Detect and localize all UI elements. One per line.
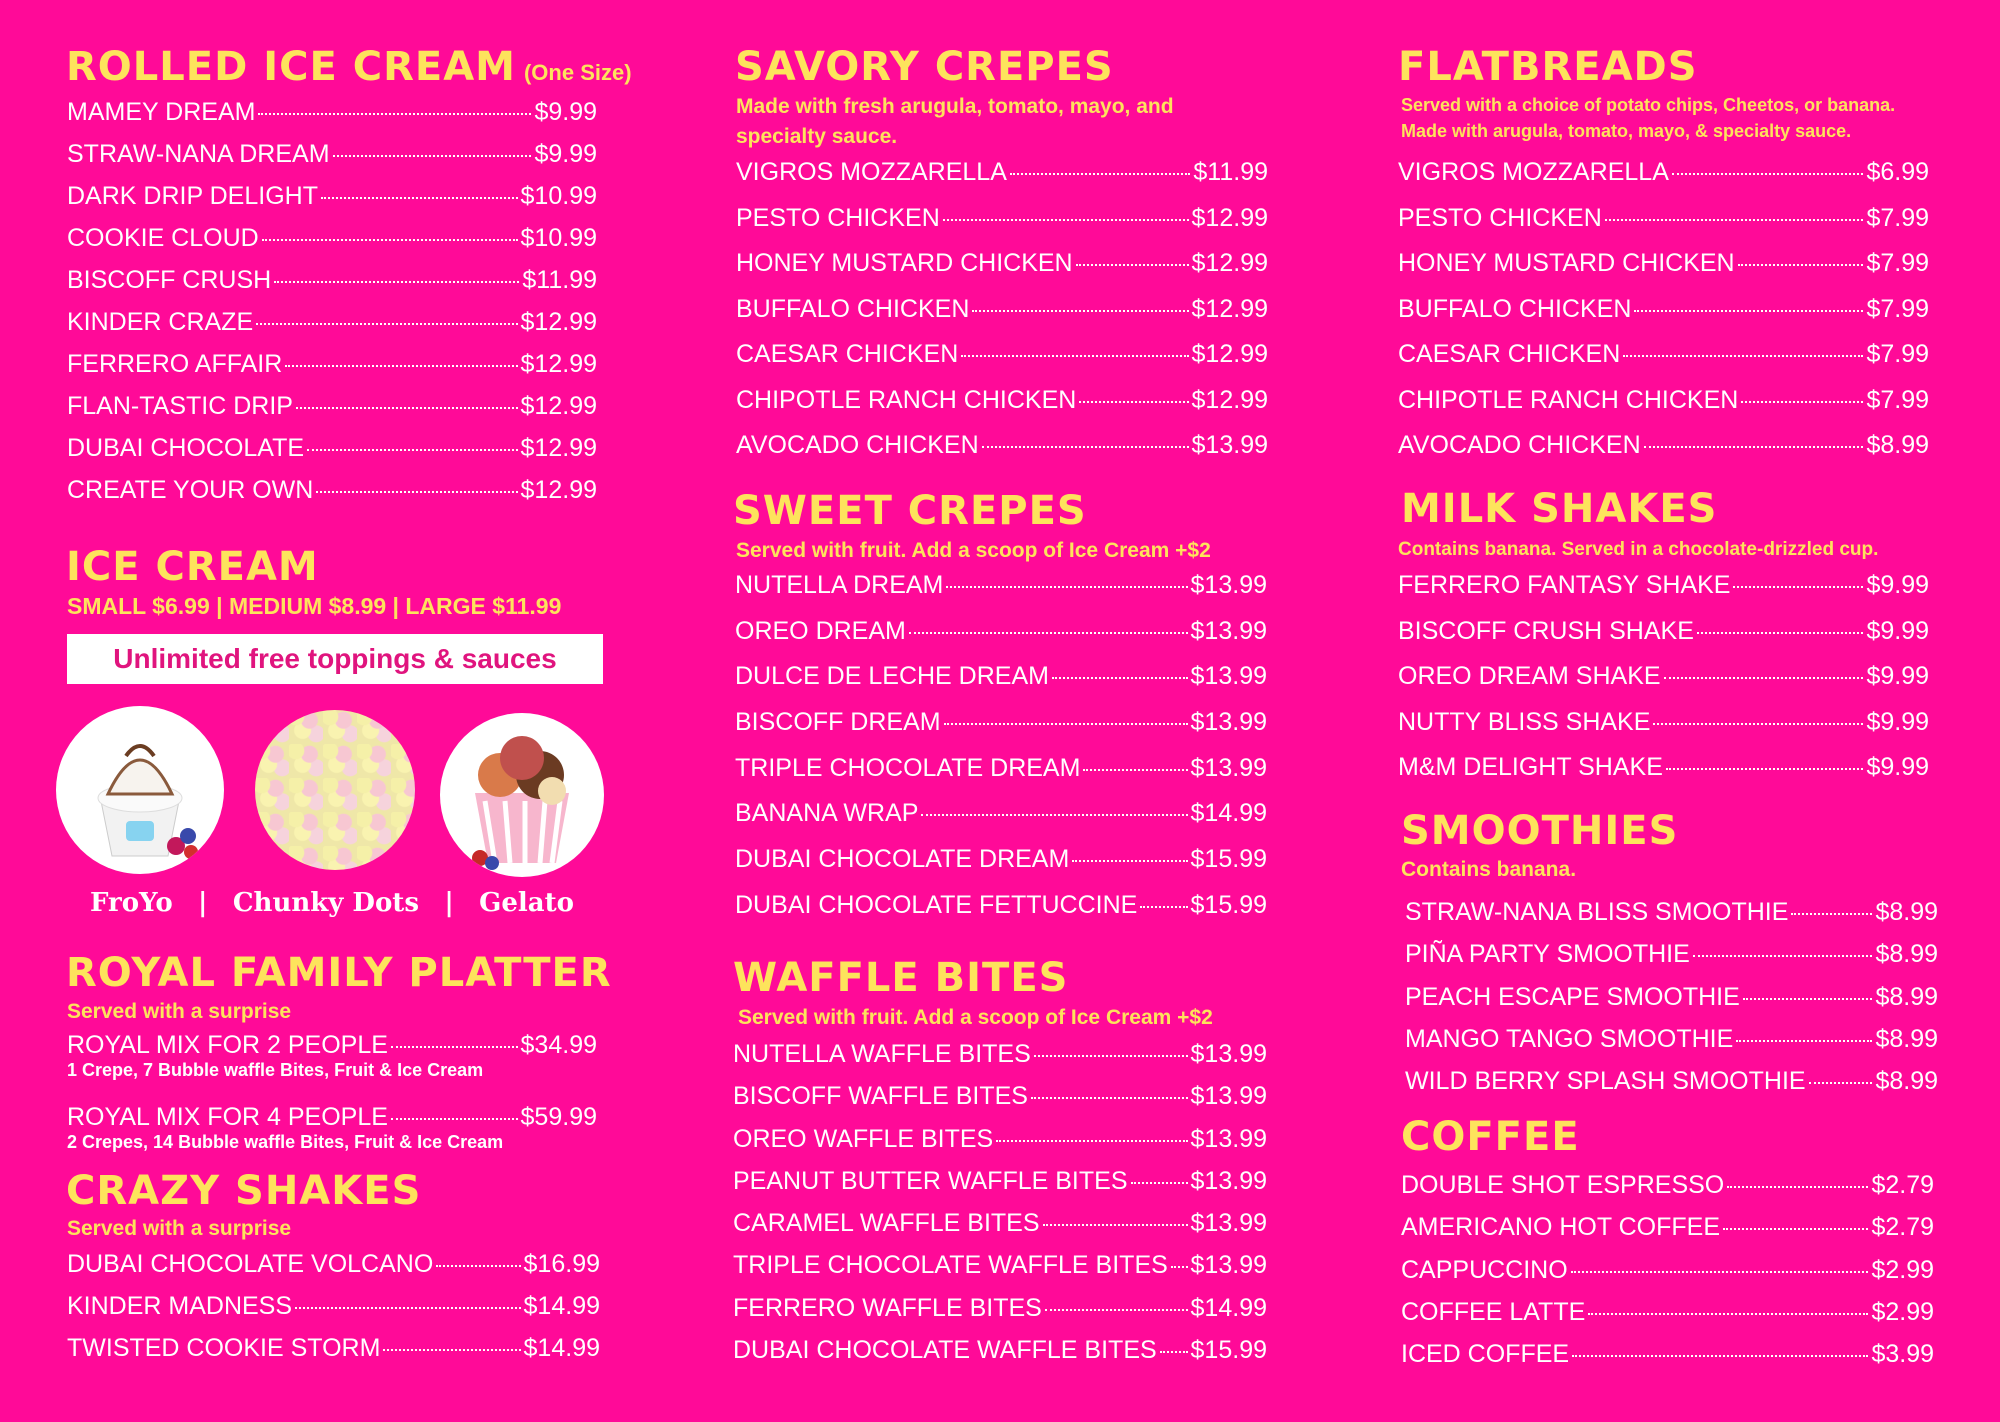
leader-dots [1672, 173, 1864, 175]
leader-dots [1034, 1055, 1188, 1057]
leader-dots [1031, 1097, 1188, 1099]
item-name: CAPPUCCINO [1401, 1255, 1568, 1284]
item-name: DUBAI CHOCOLATE WAFFLE BITES [733, 1336, 1157, 1365]
leader-dots [1693, 955, 1873, 957]
savory-crepes-list [736, 158, 1268, 477]
menu-item [736, 295, 1268, 341]
menu-item [1401, 1256, 1934, 1298]
item-price: $9.99 [1866, 662, 1929, 690]
menu-item [1401, 1298, 1934, 1340]
item-price: $8.99 [1875, 898, 1938, 926]
item-price: $13.99 [1190, 1124, 1267, 1153]
leader-dots [1131, 1182, 1188, 1184]
item-price: $10.99 [520, 182, 597, 210]
leader-dots [1045, 1309, 1188, 1311]
item-name: NUTTY BLISS SHAKE [1398, 707, 1651, 736]
item-price: $14.99 [523, 1292, 600, 1320]
item-name: TWISTED COOKIE STORM [67, 1334, 381, 1362]
coffee-list [1401, 1171, 1934, 1382]
platter-item [67, 1031, 597, 1060]
ice-cream-title: ICE CREAM [66, 544, 319, 590]
item-price: $2.79 [1871, 1171, 1934, 1199]
item-name: OREO DREAM [735, 616, 906, 645]
item-name: NUTELLA WAFFLE BITES [733, 1040, 1031, 1068]
menu-item [1398, 386, 1929, 432]
item-price: $11.99 [1193, 158, 1268, 186]
item-description: 2 Crepes, 14 Bubble waffle Bites, Fruit & Ice Cream [67, 1132, 504, 1152]
leader-dots [1010, 173, 1191, 175]
froyo-cup-image [56, 706, 224, 874]
menu-item [736, 158, 1268, 204]
leader-dots [307, 449, 517, 451]
item-price: $9.99 [1866, 707, 1929, 736]
caption-froyo: FroYo [90, 888, 173, 918]
item-name: PEACH ESCAPE SMOOTHIE [1405, 982, 1740, 1011]
item-name: AVOCADO CHICKEN [736, 431, 979, 459]
item-name: WILD BERRY SPLASH SMOOTHIE [1405, 1067, 1806, 1096]
leader-dots [1723, 1228, 1868, 1230]
menu-item [67, 140, 597, 182]
item-name: TRIPLE CHOCOLATE WAFFLE BITES [733, 1251, 1168, 1280]
caption-gelato: Gelato [479, 888, 574, 918]
ice-cream-captions [70, 888, 610, 918]
item-price: $9.99 [1866, 616, 1929, 645]
item-price: $6.99 [1866, 158, 1929, 186]
menu-item [1401, 1171, 1934, 1213]
item-price: $9.99 [534, 98, 597, 126]
rolled-ice-cream-title [66, 44, 632, 90]
menu-item [733, 1040, 1267, 1082]
leader-dots [321, 197, 518, 199]
leader-dots [1634, 310, 1863, 312]
item-price: $12.99 [520, 308, 597, 336]
item-price: $7.99 [1866, 294, 1929, 323]
item-name: BISCOFF WAFFLE BITES [733, 1082, 1028, 1111]
menu-item [1405, 983, 1938, 1025]
menu-item [735, 754, 1267, 800]
item-name: DARK DRIP DELIGHT [67, 182, 318, 210]
item-price: $2.99 [1871, 1297, 1934, 1326]
menu-item [736, 386, 1268, 432]
item-name: HONEY MUSTARD CHICKEN [736, 249, 1073, 277]
item-name: PESTO CHICKEN [736, 203, 940, 232]
leader-dots [982, 446, 1189, 448]
item-name: PEANUT BUTTER WAFFLE BITES [733, 1166, 1128, 1195]
item-name: STRAW-NANA DREAM [67, 140, 330, 168]
item-name: AMERICANO HOT COFFEE [1401, 1213, 1721, 1242]
leader-dots [1809, 1082, 1873, 1084]
item-price: $14.99 [1190, 1293, 1267, 1322]
menu-item [67, 224, 597, 266]
item-description: 1 Crepe, 7 Bubble waffle Bites, Fruit & Ice Cream [67, 1060, 484, 1080]
item-name: DUBAI CHOCOLATE FETTUCCINE [735, 890, 1138, 919]
leader-dots [1727, 1186, 1868, 1188]
leader-dots [996, 1140, 1187, 1142]
menu-item [1398, 617, 1929, 663]
leader-dots [1664, 677, 1864, 679]
item-name: COOKIE CLOUD [67, 224, 259, 252]
item-name: HONEY MUSTARD CHICKEN [1398, 249, 1735, 277]
menu-item [67, 308, 597, 350]
item-price: $12.99 [1191, 249, 1268, 277]
waffle-bites-title: WAFFLE BITES [733, 955, 1069, 1001]
item-name: TRIPLE CHOCOLATE DREAM [735, 753, 1081, 782]
leader-dots [944, 723, 1188, 725]
crazy-shakes-title: CRAZY SHAKES [66, 1168, 422, 1214]
smoothies-note: Contains banana. [1401, 858, 1577, 881]
item-name: OREO WAFFLE BITES [733, 1124, 994, 1153]
leader-dots [1666, 768, 1864, 770]
flatbreads-note-1: Served with a choice of potato chips, Cheetos, or banana. [1401, 95, 1896, 115]
item-name: CREATE YOUR OWN [67, 476, 314, 504]
menu-item [1405, 1067, 1938, 1109]
sweet-crepes-note: Served with fruit. Add a scoop of Ice Cream +$2 [736, 539, 1211, 562]
menu-item [735, 799, 1267, 845]
item-price: $14.99 [523, 1334, 600, 1362]
item-price: $13.99 [1190, 1040, 1267, 1068]
item-price: $12.99 [1191, 340, 1268, 368]
item-price: $12.99 [520, 434, 597, 462]
item-name: DUBAI CHOCOLATE [67, 434, 305, 462]
item-price: $8.99 [1875, 940, 1938, 969]
caption-chunky-dots: Chunky Dots [232, 888, 419, 918]
menu-item [736, 431, 1268, 477]
item-price: $7.99 [1866, 203, 1929, 232]
leader-dots [909, 632, 1188, 634]
menu-item [1398, 431, 1929, 477]
item-price: $9.99 [534, 140, 597, 168]
item-name: BISCOFF DREAM [735, 708, 941, 737]
item-price: $12.99 [1191, 203, 1268, 232]
leader-dots [256, 323, 517, 325]
leader-dots [383, 1349, 520, 1351]
item-name: FERRERO WAFFLE BITES [733, 1293, 1042, 1322]
gelato-cup-image [440, 713, 604, 877]
waffle-bites-note: Served with fruit. Add a scoop of Ice Cream +$2 [738, 1006, 1213, 1029]
crazy-shakes-list [67, 1250, 600, 1376]
milk-shakes-title: MILK SHAKES [1401, 486, 1718, 532]
leader-dots [1572, 1355, 1868, 1357]
menu-item [1398, 662, 1929, 708]
item-name: AVOCADO CHICKEN [1398, 431, 1641, 459]
leader-dots [1733, 586, 1863, 588]
leader-dots [316, 491, 517, 493]
item-price: $12.99 [1191, 294, 1268, 323]
leader-dots [1791, 913, 1872, 915]
ice-cream-sizes: SMALL $6.99 | MEDIUM $8.99 | LARGE $11.99 [67, 593, 562, 619]
smoothies-list [1405, 898, 1938, 1109]
item-name: CARAMEL WAFFLE BITES [733, 1209, 1040, 1238]
item-price: $11.99 [522, 266, 597, 294]
item-price: $9.99 [1866, 571, 1929, 599]
item-name: BISCOFF CRUSH [67, 266, 272, 294]
menu-item [1401, 1213, 1934, 1255]
menu-item [735, 708, 1267, 754]
item-name: COFFEE LATTE [1401, 1297, 1586, 1326]
leader-dots [333, 155, 532, 157]
menu-item [1398, 249, 1929, 295]
froyo-icon [56, 706, 224, 874]
flatbreads-list [1398, 158, 1929, 477]
platter-list [67, 1031, 597, 1153]
item-name: CHIPOTLE RANCH CHICKEN [1398, 385, 1739, 414]
item-price: $15.99 [1190, 845, 1267, 874]
item-name: PIÑA PARTY SMOOTHIE [1405, 940, 1690, 969]
menu-item [1398, 204, 1929, 250]
sweet-crepes-list [735, 571, 1267, 937]
menu-item [1405, 898, 1938, 940]
item-name: BISCOFF CRUSH SHAKE [1398, 616, 1694, 645]
milk-shakes-list [1398, 571, 1929, 799]
item-name: DUBAI CHOCOLATE VOLCANO [67, 1250, 434, 1278]
item-price: $15.99 [1190, 1336, 1267, 1365]
menu-item [67, 476, 597, 518]
item-price: $13.99 [1190, 1209, 1267, 1238]
smoothies-title: SMOOTHIES [1401, 808, 1679, 854]
item-price: $7.99 [1866, 340, 1929, 368]
item-price: $12.99 [520, 350, 597, 378]
menu-item [1398, 340, 1929, 386]
item-name: NUTELLA DREAM [735, 571, 944, 599]
leader-dots [1653, 723, 1863, 725]
item-price: $13.99 [1190, 1082, 1267, 1111]
item-price: $2.79 [1871, 1213, 1934, 1242]
item-price: $2.99 [1871, 1255, 1934, 1284]
flatbreads-title: FLATBREADS [1398, 44, 1698, 90]
item-price: $7.99 [1866, 249, 1929, 277]
leader-dots [262, 239, 518, 241]
item-price: $8.99 [1875, 1067, 1938, 1096]
leader-dots [1083, 769, 1187, 771]
menu-item [733, 1336, 1267, 1378]
royal-family-platter-title: ROYAL FAMILY PLATTER [66, 950, 612, 996]
leader-dots [1076, 264, 1189, 266]
item-price: $8.99 [1866, 431, 1929, 459]
menu-item [1405, 940, 1938, 982]
item-price: $13.99 [1190, 662, 1267, 691]
menu-item [736, 204, 1268, 250]
menu-item [1398, 708, 1929, 754]
savory-crepes-title: SAVORY CREPES [735, 44, 1114, 90]
menu-item [67, 434, 597, 476]
leader-dots [1736, 1040, 1872, 1042]
leader-dots [391, 1046, 518, 1048]
leader-dots [295, 1307, 520, 1309]
menu-item [733, 1125, 1267, 1167]
leader-dots [1743, 998, 1873, 1000]
chunky-dots-image [255, 710, 415, 870]
menu-item [1405, 1025, 1938, 1067]
leader-dots [258, 113, 531, 115]
item-name: BUFFALO CHICKEN [736, 294, 970, 323]
menu-item [733, 1082, 1267, 1124]
item-price: $3.99 [1871, 1340, 1934, 1369]
leader-dots [1140, 906, 1187, 908]
platter-note: Served with a surprise [67, 1000, 292, 1023]
menu-item [733, 1294, 1267, 1336]
item-name: ROYAL MIX FOR 4 PEOPLE [67, 1103, 388, 1131]
item-name: DUBAI CHOCOLATE DREAM [735, 845, 1070, 874]
item-name: FLAN-TASTIC DRIP [67, 392, 293, 420]
leader-dots [1644, 446, 1864, 448]
leader-dots [1160, 1351, 1188, 1353]
menu-item [67, 182, 597, 224]
item-price: $34.99 [520, 1031, 597, 1059]
leader-dots [391, 1118, 518, 1120]
menu-item [67, 98, 597, 140]
menu-item [735, 617, 1267, 663]
leader-dots [1043, 1224, 1188, 1226]
item-name: OREO DREAM SHAKE [1398, 662, 1661, 690]
leader-dots [1052, 677, 1188, 679]
item-name: M&M DELIGHT SHAKE [1398, 753, 1663, 781]
leader-dots [1623, 355, 1863, 357]
menu-item [735, 662, 1267, 708]
menu-item [733, 1209, 1267, 1251]
item-name: CHIPOTLE RANCH CHICKEN [736, 385, 1077, 414]
menu-item [67, 350, 597, 392]
menu-item [1398, 571, 1929, 617]
item-price: $59.99 [520, 1103, 597, 1131]
size-note: (One Size) [523, 60, 632, 85]
item-name: FERRERO FANTASY SHAKE [1398, 571, 1731, 599]
item-price: $13.99 [1190, 1166, 1267, 1195]
leader-dots [296, 407, 518, 409]
item-price: $12.99 [1191, 385, 1268, 414]
leader-dots [285, 365, 517, 367]
leader-dots [274, 281, 519, 283]
crazy-shakes-note: Served with a surprise [67, 1217, 292, 1240]
item-price: $7.99 [1866, 385, 1929, 414]
item-price: $13.99 [1191, 431, 1268, 459]
item-price: $13.99 [1190, 571, 1267, 599]
menu-item [1398, 753, 1929, 799]
section-title-text: ROLLED ICE CREAM [66, 44, 516, 90]
menu-item [67, 1250, 600, 1292]
menu-item [1398, 295, 1929, 341]
menu-item [67, 392, 597, 434]
leader-dots [972, 310, 1188, 312]
item-price: $16.99 [523, 1250, 600, 1278]
item-name: KINDER CRAZE [67, 308, 254, 336]
item-name: ICED COFFEE [1401, 1340, 1570, 1369]
leader-dots [1588, 1313, 1868, 1315]
leader-dots [1697, 632, 1864, 634]
menu-item [735, 571, 1267, 617]
item-name: BUFFALO CHICKEN [1398, 294, 1632, 323]
toppings-banner: Unlimited free toppings & sauces [67, 634, 603, 684]
sweet-crepes-title: SWEET CREPES [733, 488, 1087, 534]
item-price: $8.99 [1875, 1024, 1938, 1053]
item-name: MANGO TANGO SMOOTHIE [1405, 1024, 1734, 1053]
menu-item [736, 249, 1268, 295]
menu-item [735, 845, 1267, 891]
menu-item [733, 1167, 1267, 1209]
item-name: PESTO CHICKEN [1398, 203, 1602, 232]
menu-item [735, 891, 1267, 937]
leader-dots [1605, 219, 1864, 221]
menu-item [733, 1251, 1267, 1293]
platter-item [67, 1103, 597, 1132]
menu-item [67, 266, 597, 308]
item-name: VIGROS MOZZARELLA [736, 158, 1007, 186]
leader-dots [1741, 401, 1863, 403]
menu-item [67, 1292, 600, 1334]
item-name: FERRERO AFFAIR [67, 350, 283, 378]
item-name: BANANA WRAP [735, 799, 919, 828]
leader-dots [946, 586, 1187, 588]
item-name: MAMEY DREAM [67, 98, 256, 126]
waffle-bites-list [733, 1040, 1267, 1378]
menu-item [67, 1334, 600, 1376]
item-name: DULCE DE LECHE DREAM [735, 662, 1049, 691]
leader-dots [961, 355, 1188, 357]
item-price: $9.99 [1866, 753, 1929, 781]
item-price: $10.99 [520, 224, 597, 252]
leader-dots [1171, 1266, 1188, 1268]
leader-dots [921, 814, 1187, 816]
item-name: VIGROS MOZZARELLA [1398, 158, 1669, 186]
caption-separator: | [444, 888, 454, 918]
caption-separator: | [198, 888, 208, 918]
savory-crepes-note: Made with fresh arugula, tomato, mayo, and specialty sauce. [736, 95, 1174, 148]
leader-dots [943, 219, 1189, 221]
rolled-ice-cream-list [67, 98, 597, 518]
menu-item [1398, 158, 1929, 204]
item-name: DOUBLE SHOT ESPRESSO [1401, 1171, 1725, 1199]
leader-dots [1072, 860, 1187, 862]
menu-item [1401, 1340, 1934, 1382]
item-price: $15.99 [1190, 890, 1267, 919]
milk-shakes-note: Contains banana. Served in a chocolate-drizzled cup. [1398, 539, 1879, 560]
item-price: $12.99 [520, 476, 597, 504]
item-price: $13.99 [1190, 1251, 1267, 1280]
item-name: STRAW-NANA BLISS SMOOTHIE [1405, 898, 1789, 926]
leader-dots [1571, 1271, 1869, 1273]
flatbreads-note-2: Made with arugula, tomato, mayo, & specialty sauce. [1401, 121, 1852, 141]
gelato-icon [440, 713, 604, 877]
item-price: $12.99 [520, 392, 597, 420]
item-price: $14.99 [1190, 799, 1267, 828]
item-name: CAESAR CHICKEN [1398, 340, 1621, 368]
item-price: $8.99 [1875, 982, 1938, 1011]
leader-dots [1079, 401, 1188, 403]
item-price: $13.99 [1190, 616, 1267, 645]
item-price: $13.99 [1190, 708, 1267, 737]
coffee-title: COFFEE [1401, 1114, 1580, 1160]
menu-item [736, 340, 1268, 386]
item-name: ROYAL MIX FOR 2 PEOPLE [67, 1031, 388, 1059]
item-name: KINDER MADNESS [67, 1292, 293, 1320]
leader-dots [436, 1265, 520, 1267]
leader-dots [1738, 264, 1864, 266]
item-name: CAESAR CHICKEN [736, 340, 959, 368]
item-price: $13.99 [1190, 753, 1267, 782]
